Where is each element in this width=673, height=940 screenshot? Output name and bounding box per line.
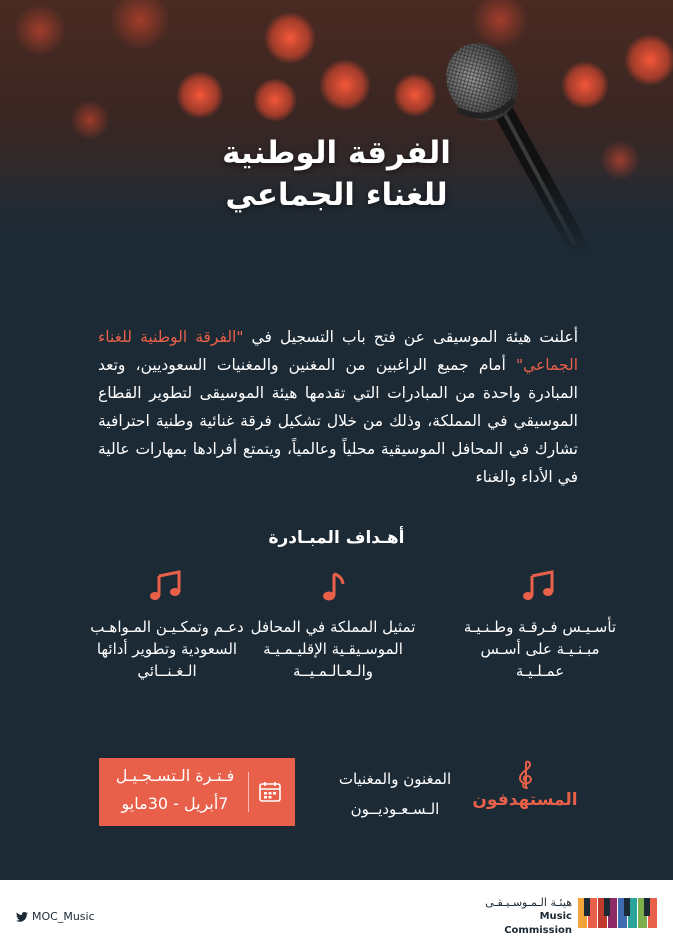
target-line-1: المغنون والمغنيات [338,770,452,788]
goal-1-line-1: تأسـيـس فـرقـة وطـنـيـة [463,618,617,636]
goals-heading: أهـداف المبـادرة [268,528,405,548]
target-audience-text [330,764,460,824]
registration-title: فـتـرة الـتسـجـيـل [115,766,235,785]
music-note-icon [318,570,348,602]
hero-banner [0,0,673,258]
twitter-handle: MOC_Music [32,910,95,923]
logo-arabic: هيئـة الـمـوسـيـقـى [485,896,572,909]
footer [0,880,673,940]
registration-period-box [99,758,295,826]
goal-item [455,570,625,682]
music-note-icon [522,570,558,602]
bokeh-background [0,0,673,258]
page-title [0,132,673,216]
twitter-icon [16,912,28,922]
goal-3-line-2: السعودية وتطوير أدائها [96,640,238,658]
intro-text-2: أمام جميع الراغبين من المغنين والمغنيات السعوديين، وتعد المبادرة واحدة من المبادرات التي تقدمها هيئة الموسيقى لتطوير القطاع الموسيقي في المملكة، وذلك من خلال تشكيل فرقة غنائية وطنية احترافية تشارك في المحافل الموسيقية محلياً وعالمياً، ويتمتع أفرادها بمهارات عالية في الأداء والغناء [98,356,578,486]
piano-keys-logo-icon [578,894,658,930]
goal-1-line-2: مبـنـيـة على أسـس عمـلـيـة [480,640,600,680]
calendar-icon [258,780,282,804]
title-line-1: الفرقة الوطنية [222,135,451,171]
goal-2-line-2: الموسـيقـية الإقليـمـيـة [263,640,403,658]
goal-3-line-1: دعـم وتمكـيـن المـواهـب [90,618,244,636]
logo-english: Music Commission [504,911,572,936]
target-audience-label: المستهدفون [472,790,578,810]
registration-divider [248,772,249,812]
intro-paragraph [98,323,578,491]
music-commission-logo-text [480,896,572,938]
target-line-2: الـسـعـوديــون [350,800,440,818]
intro-text-1: أعلنت هيئة الموسيقى عن فتح باب التسجيل في [243,328,578,346]
treble-clef-icon [516,760,536,790]
goal-item [248,570,418,682]
intro-highlight: "الفرقة الوطنية للغناء الجماعي" [98,328,578,374]
registration-dates: 7أبريل - 30مايو [121,794,229,813]
music-note-icon [149,570,185,602]
twitter-link[interactable] [16,910,95,923]
goal-2-line-3: والـعـالـمـيــة [293,662,373,680]
goal-3-line-3: الـغـنــائي [137,662,197,680]
goal-item [82,570,252,682]
goal-2-line-1: تمثيل المملكة في المحافل [250,618,416,636]
title-line-2: للغناء الجماعي [225,177,448,213]
